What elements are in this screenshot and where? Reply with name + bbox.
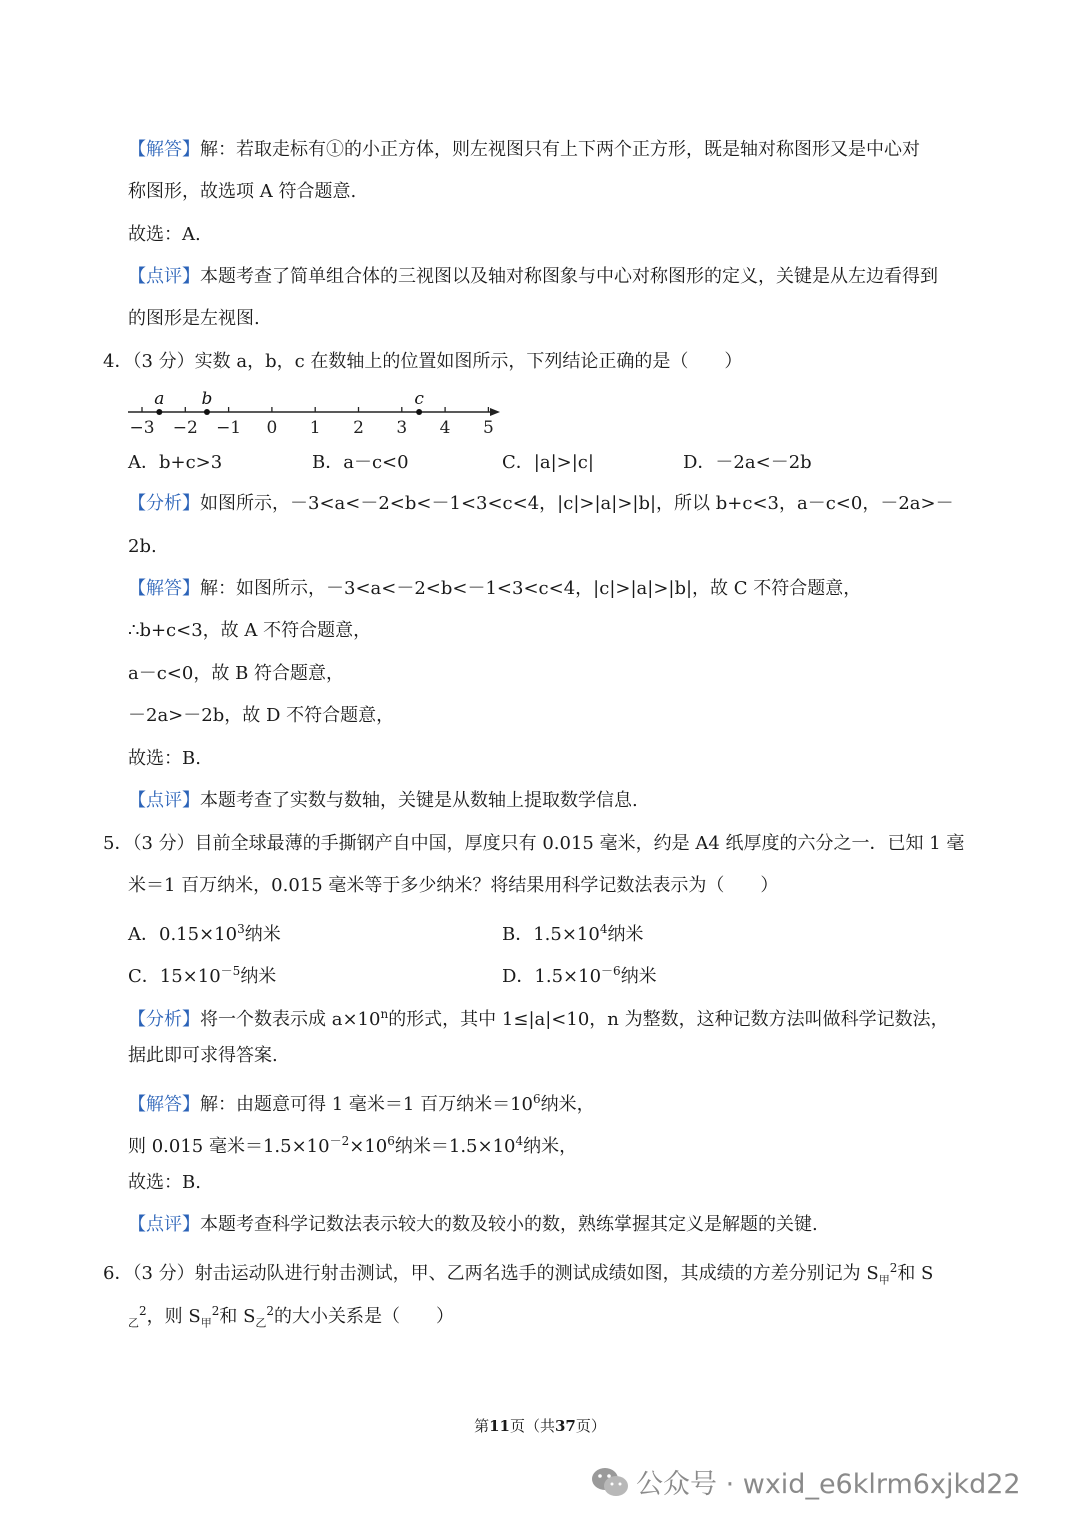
q5-option-d (502, 959, 657, 989)
footer-pre: 第 (474, 1417, 490, 1435)
q4-choice: 故选：B. (128, 748, 201, 769)
q4-answer-line4: －2a>－2b，故 D 不符合题意， (128, 705, 395, 726)
q4-option-a: A．b+c>3 (128, 452, 223, 473)
q5-option-d-exp: －6 (601, 964, 621, 978)
q5-stem-line2: 米＝1 百万纳米，0.015 毫米等于多少纳米？将结果用科学记数法表示为（ ） (128, 875, 779, 896)
number-line-point-c (416, 409, 422, 415)
q5-option-d-unit: 纳米 (620, 966, 657, 987)
q5-analysis-line2: 据此即可求得答案. (128, 1045, 278, 1066)
q5-option-a-exp: 3 (237, 922, 245, 936)
q5-answer2-a: 则 0.015 毫米＝1.5×10 (128, 1136, 330, 1157)
number-line-point-label-a: a (154, 389, 165, 409)
q4-option-c: C．|a|>|c| (502, 452, 594, 473)
q4-analysis-text1: 如图所示，－3<a<－2<b<－1<3<c<4，|c|>|a|>|b|，所以 b+c<3，a－c<0，－2a>－ (200, 493, 954, 514)
q4-answer-line2: ∴b+c<3，故 A 不符合题意， (128, 620, 372, 641)
number-line-tick-label: −3 (129, 418, 155, 438)
number-line-tick-label: 2 (353, 418, 364, 438)
q5-analysis-exp: n (380, 1007, 389, 1021)
review-tag: 【点评】 (128, 266, 200, 287)
q4-answer-line3: a－c<0，故 B 符合题意， (128, 663, 345, 684)
q6-stem2-a: ，则 S (146, 1306, 201, 1327)
analysis-tag: 【分析】 (128, 1009, 200, 1030)
number-line-point-b (204, 409, 210, 415)
q6-stem-line2 (128, 1299, 454, 1336)
q5-option-c-base: C．15×10 (128, 966, 221, 987)
q6-stem1-sub: 甲 (878, 1273, 890, 1287)
answer-tag: 【解答】 (128, 139, 200, 160)
q5-answer2-e3: 4 (515, 1134, 524, 1148)
watermark (590, 1462, 1021, 1506)
q5-answer-post: 纳米， (540, 1094, 595, 1115)
answer-tag: 【解答】 (128, 1094, 200, 1115)
q4-review-text: 本题考查了实数与数轴，关键是从数轴上提取数学信息. (200, 790, 638, 811)
footer-post: 页） (575, 1417, 606, 1435)
q5-option-a (128, 917, 281, 947)
q6-stem2-sup: 2 (139, 1304, 147, 1318)
number-line-tick-label: 5 (482, 418, 494, 438)
number-line-point-label-b: b (201, 389, 213, 409)
q5-option-c-unit: 纳米 (240, 966, 277, 987)
q6-stem2-sup2: 2 (211, 1304, 220, 1318)
q3-review-line2: 的图形是左视图. (128, 308, 260, 329)
q6-stem2-sup3: 2 (266, 1304, 275, 1318)
wechat-icon (590, 1465, 630, 1506)
q5-option-d-base: D．1.5×10 (502, 966, 602, 987)
q5-analysis-pre: 将一个数表示成 a×10 (200, 1009, 381, 1030)
q5-option-c (128, 959, 276, 989)
q4-analysis-line1 (128, 492, 954, 516)
number-line-tick-label: 4 (439, 418, 451, 438)
page-number: 11 (489, 1417, 510, 1435)
number-line-tick-label: −1 (216, 418, 242, 438)
q5-review (128, 1213, 818, 1237)
q5-answer-line2 (128, 1129, 577, 1159)
q5-option-b (502, 917, 643, 947)
q5-answer2-e2: 6 (387, 1134, 395, 1148)
page-footer (0, 1415, 1080, 1436)
number-line-arrow (490, 408, 500, 416)
q3-review-text1: 本题考查了简单组合体的三视图以及轴对称图象与中心对称图形的定义，关键是从左边看得到 (200, 266, 938, 287)
review-tag: 【点评】 (128, 790, 200, 811)
q6-stem2-b: 和 S (219, 1306, 256, 1327)
q5-option-a-base: A．0.15×10 (128, 924, 238, 945)
answer-tag: 【解答】 (128, 578, 200, 599)
q3-review-line1 (128, 265, 938, 289)
q6-stem1-sup: 2 (889, 1261, 898, 1275)
analysis-tag: 【分析】 (128, 493, 200, 514)
number-line-tick-label: −2 (172, 418, 198, 438)
total-pages: 37 (555, 1417, 576, 1435)
q5-answer2-d: 纳米， (523, 1136, 578, 1157)
review-tag: 【点评】 (128, 1214, 200, 1235)
q4-analysis-line2: 2b. (128, 536, 157, 557)
q6-stem2-sub3: 乙 (255, 1316, 267, 1330)
q6-stem2-sub: 乙 (128, 1316, 139, 1330)
q5-review-text: 本题考查科学记数法表示较大的数及较小的数，熟练掌握其定义是解题的关键. (200, 1214, 818, 1235)
q6-stem-line1 (103, 1256, 933, 1293)
q6-stem1-a: 6．（3 分）射击运动队进行射击测试，甲、乙两名选手的测试成绩如图，其成绩的方差分别记为 S (103, 1263, 879, 1284)
q3-answer-line1 (128, 138, 920, 162)
q6-stem2-sub2: 甲 (200, 1316, 212, 1330)
q5-analysis-post: 的形式，其中 1≤|a|<10，n 为整数，这种记数方法叫做科学记数法， (388, 1009, 949, 1030)
number-line-tick-label: 0 (266, 418, 278, 438)
q5-answer-pre: 解：由题意可得 1 毫米＝1 百万纳米＝10 (200, 1094, 533, 1115)
q6-stem2-c: 的大小关系是（ ） (274, 1306, 455, 1327)
q5-option-c-exp: －5 (220, 964, 241, 978)
q3-answer-line2: 称图形，故选项 A 符合题意. (128, 181, 357, 202)
q4-answer-text1: 解：如图所示，－3<a<－2<b<－1<3<c<4，|c|>|a|>|b|，故 C 不符合题意， (200, 578, 862, 599)
q3-choice: 故选：A. (128, 224, 201, 245)
q5-answer2-b: ×10 (349, 1136, 388, 1157)
q3-answer-text1: 解：若取走标有①的小正方体，则左视图只有上下两个正方形，既是轴对称图形又是中心对 (200, 139, 920, 160)
q6-stem1-b: 和 S (897, 1263, 934, 1284)
q5-option-a-unit: 纳米 (244, 924, 281, 945)
q4-stem: 4．（3 分）实数 a，b，c 在数轴上的位置如图所示，下列结论正确的是（ ） (103, 351, 743, 372)
q4-review (128, 789, 638, 813)
footer-mid: 页（共 (509, 1417, 555, 1435)
q5-analysis-line1 (128, 1002, 949, 1032)
q5-option-b-base: B．1.5×10 (502, 924, 600, 945)
q4-option-b: B．a－c<0 (312, 452, 409, 473)
watermark-text: 公众号 · wxid_e6klrm6xjkd22 (636, 1469, 1021, 1500)
q4-answer-line1 (128, 577, 861, 601)
number-line-tick-label: 1 (309, 418, 321, 438)
q5-option-b-unit: 纳米 (607, 924, 644, 945)
q4-option-d: D．－2a<－2b (683, 452, 812, 473)
q5-answer-line1 (128, 1087, 595, 1117)
q5-stem-line1: 5．（3 分）目前全球最薄的手撕钢产自中国，厚度只有 0.015 毫米，约是 A4 纸厚度的六分之一．已知 1 毫 (103, 833, 965, 854)
number-line-tick-label: 3 (396, 418, 408, 438)
number-line-point-a (156, 409, 162, 415)
number-line (120, 385, 510, 440)
number-line-point-label-c: c (414, 389, 424, 409)
q5-choice: 故选：B. (128, 1172, 201, 1193)
q5-answer-exp: 6 (532, 1092, 541, 1106)
q5-answer2-e1: －2 (329, 1134, 350, 1148)
q5-answer2-c: 纳米＝1.5×10 (394, 1136, 516, 1157)
q5-option-b-exp: 4 (599, 922, 608, 936)
